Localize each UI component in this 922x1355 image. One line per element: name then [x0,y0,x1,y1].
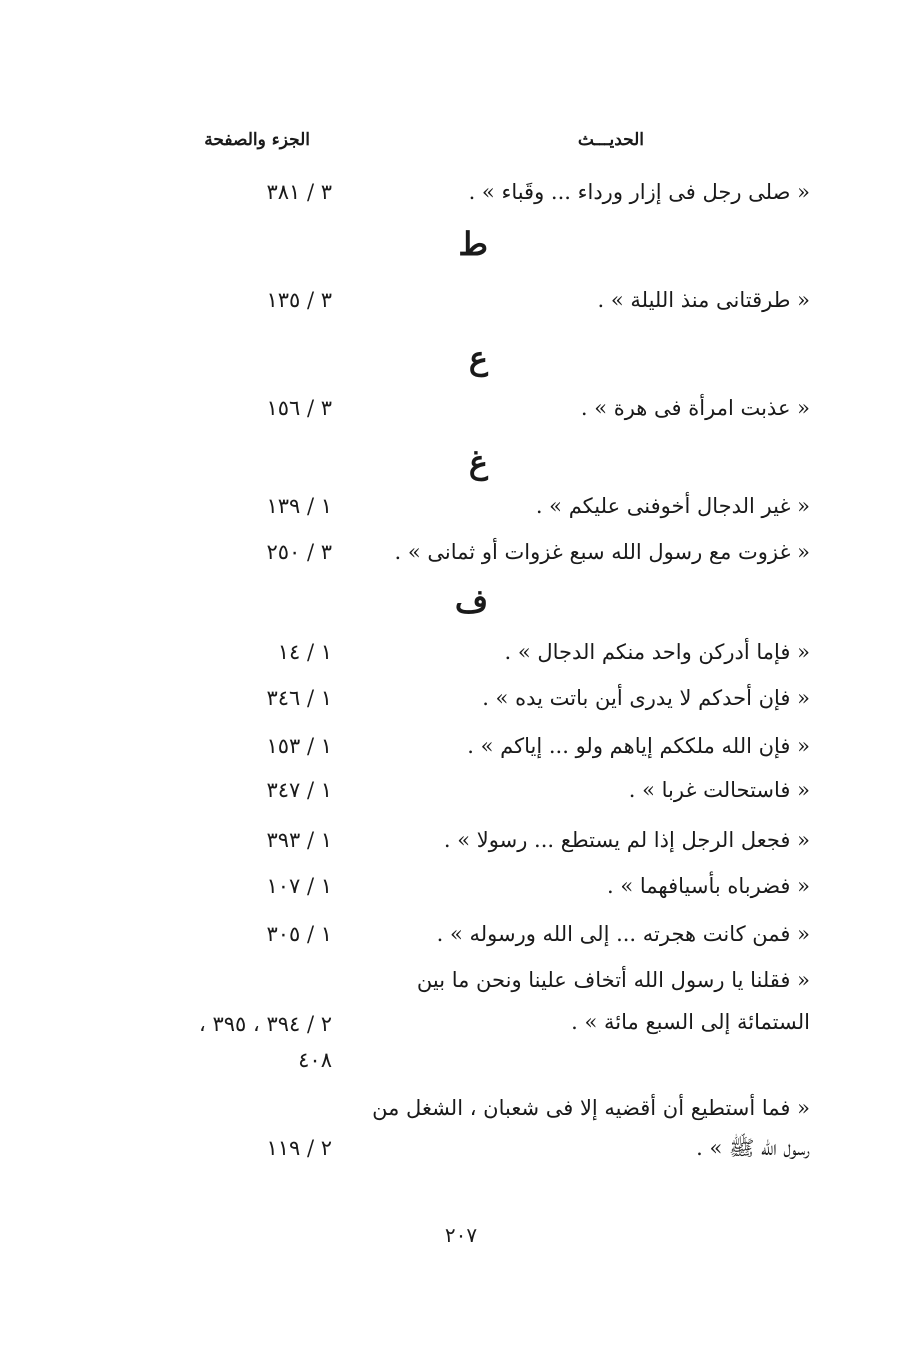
section-letter: ف [454,582,488,620]
hadith-text: « عذبت امرأة فى هرة » . [580,396,810,420]
column-header-hadith: الحديـــث [577,130,644,150]
hadith-text: « غزوت مع رسول الله سبع غزوات أو ثمانى » . [394,540,810,564]
hadith-ref: ١ / ١٤ [277,640,332,664]
hadith-text: « طرقتانى منذ الليلة » . [597,288,810,312]
hadith-ref: ١ / ٣٤٦ [266,686,332,710]
page-number: ٢٠٧ [444,1223,478,1247]
hadith-ref: ٢ / ١١٩ [266,1136,332,1160]
hadith-ref: ١ / ١٥٣ [266,734,332,758]
section-letter: غ [468,443,488,481]
hadith-text: « فجعل الرجل إذا لم يستطع ... رسولا » . [443,828,810,852]
section-letter: ع [468,339,488,377]
hadith-ref: ١ / ٣٩٣ [266,828,332,852]
hadith-ref: ٢ / ٣٩٤ ، ٣٩٥ ، [199,1012,332,1036]
section-letter: ط [458,225,488,263]
hadith-ref: ٣ / ١٥٦ [266,396,332,420]
hadith-text: « صلى رجل فى إزار ورداء ... وقَباء » . [468,180,810,204]
hadith-text: « فإن أحدكم لا يدرى أين باتت يده » . [482,686,810,710]
hadith-text: « فمن كانت هجرته ... إلى الله ورسوله » . [436,922,810,946]
hadith-text: « غير الدجال أخوفنى عليكم » . [535,494,810,518]
hadith-ref: ٣ / ١٣٥ [266,288,332,312]
hadith-ref: ١ / ١٠٧ [266,874,332,898]
hadith-text-continued: رسول الله ﷺ » . [696,1136,810,1160]
hadith-ref: ١ / ٣٠٥ [266,922,332,946]
hadith-text: « فإما أدركن واحد منكم الدجال » . [504,640,810,664]
hadith-text: « فما أستطيع أن أقضيه إلا فى شعبان ، الشغل من [372,1096,810,1120]
hadith-text: « فقلنا يا رسول الله أتخاف علينا ونحن ما بين [416,968,810,992]
hadith-text: « فإن الله ملككم إياهم ولو ... إياكم » . [467,734,810,758]
hadith-ref: ٣ / ٢٥٠ [266,540,332,564]
hadith-text: « فاستحالت غربا » . [628,778,810,802]
hadith-ref-continued: ٤٠٨ [298,1048,332,1072]
hadith-text: « فضرباه بأسيافهما » . [607,874,810,898]
hadith-text-continued: الستمائة إلى السبع مائة » . [571,1010,810,1034]
hadith-ref: ١ / ١٣٩ [266,494,332,518]
hadith-ref: ٣ / ٣٨١ [266,180,332,204]
column-header-volume-page: الجزء والصفحة [204,130,310,150]
hadith-ref: ١ / ٣٤٧ [266,778,332,802]
